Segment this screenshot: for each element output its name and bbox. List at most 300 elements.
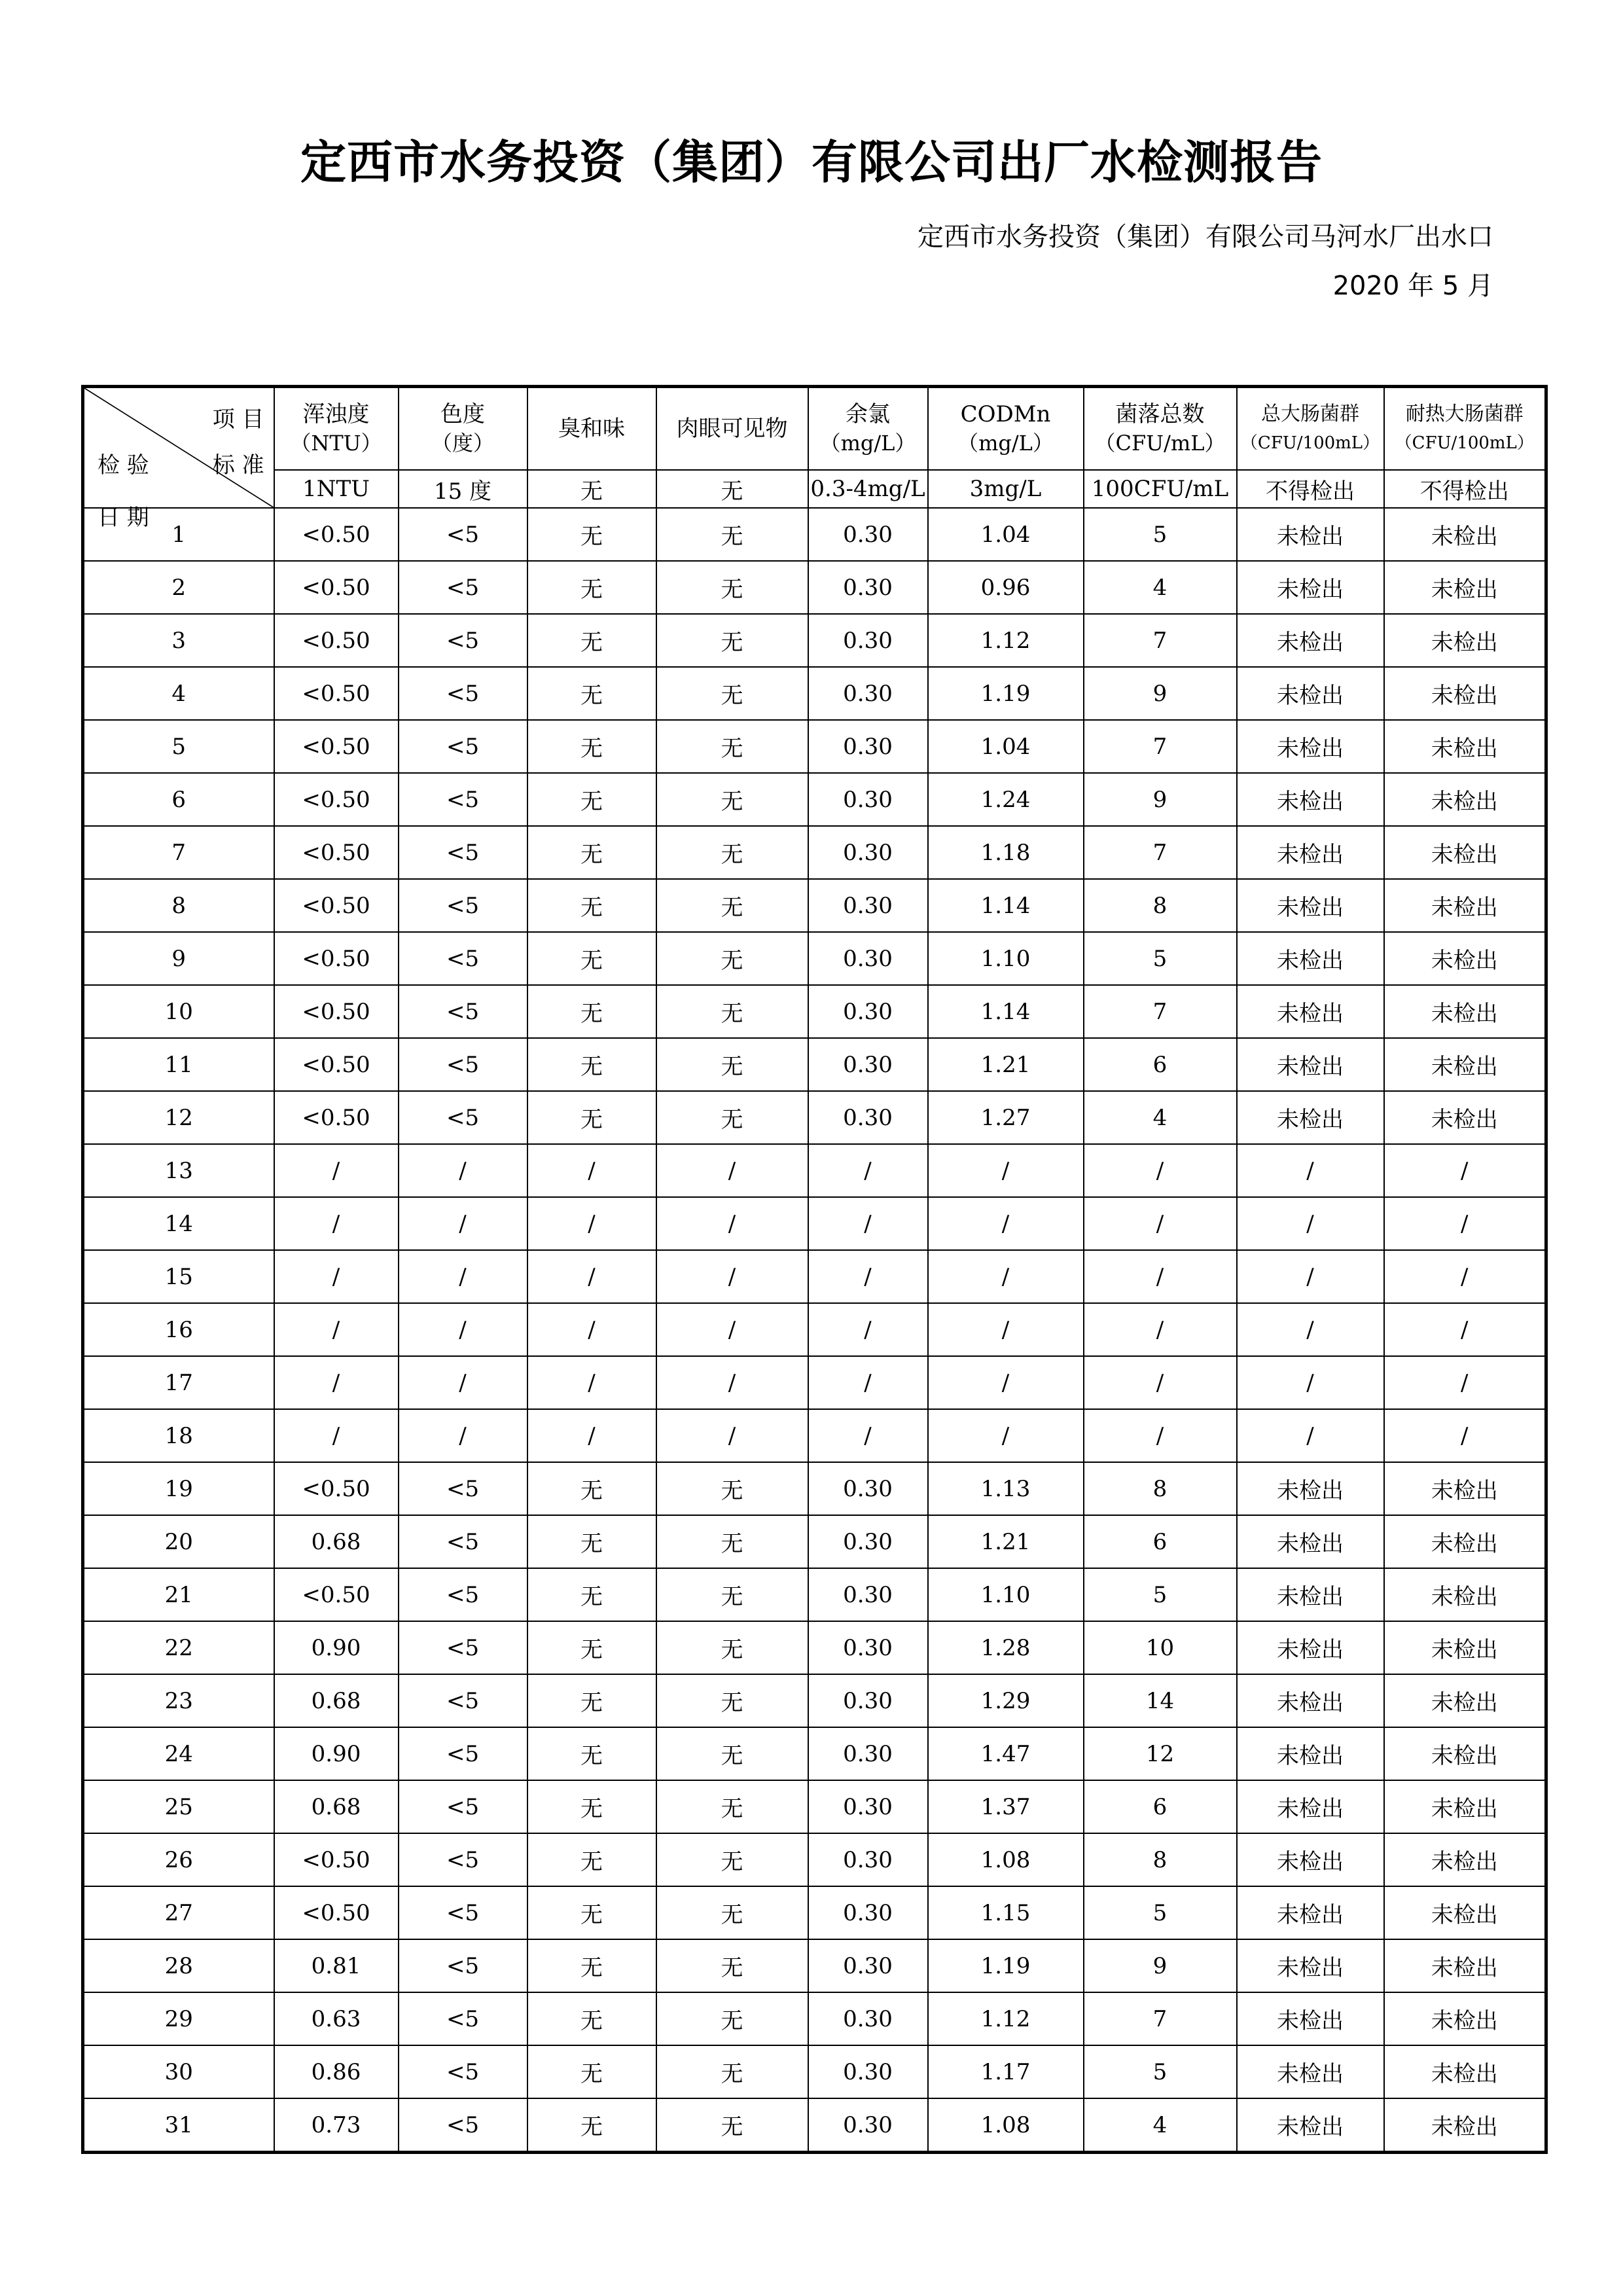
value-cell: / [928, 1356, 1084, 1409]
value-cell: 未检出 [1384, 720, 1546, 773]
value-cell: / [928, 1409, 1084, 1462]
value-cell: 无 [656, 1621, 808, 1674]
column-header-name: 总大肠菌群 [1261, 403, 1359, 425]
value-cell: 7 [1084, 985, 1237, 1038]
value-cell: 6 [1084, 1515, 1237, 1568]
value-cell: 12 [1084, 1727, 1237, 1780]
value-cell: / [656, 1409, 808, 1462]
value-cell: 未检出 [1237, 1038, 1384, 1091]
column-header-unit: （度） [431, 431, 494, 456]
column-header-name: 臭和味 [558, 416, 625, 442]
report-subtitle: 定西市水务投资（集团）有限公司马河水厂出水口 [918, 222, 1493, 252]
value-cell: 未检出 [1237, 561, 1384, 614]
value-cell: 5 [1084, 1568, 1237, 1621]
value-cell: 9 [1084, 1939, 1237, 1992]
value-cell: 1.27 [928, 1091, 1084, 1144]
table-row [83, 1038, 1546, 1091]
value-cell: <0.50 [274, 561, 399, 614]
value-cell: / [274, 1144, 399, 1197]
table-row [83, 879, 1546, 932]
value-cell: 无 [527, 826, 656, 879]
table-row [83, 508, 1546, 561]
value-cell: 未检出 [1384, 614, 1546, 667]
day-cell: 20 [83, 1515, 274, 1568]
value-cell: 未检出 [1384, 773, 1546, 826]
value-cell: 5 [1084, 1886, 1237, 1939]
value-cell: <5 [399, 1621, 527, 1674]
date-year: 2020 [1332, 271, 1400, 301]
value-cell: / [928, 1250, 1084, 1303]
value-cell: 1.04 [928, 508, 1084, 561]
corner-item-label: 项 目 [212, 406, 264, 433]
value-cell: / [656, 1250, 808, 1303]
column-standard: 不得检出 [1237, 470, 1384, 508]
value-cell: 0.30 [808, 932, 928, 985]
column-header [274, 387, 399, 471]
column-standard: 15 度 [399, 470, 527, 508]
column-header-name: 菌落总数 [1115, 401, 1205, 427]
value-cell: 8 [1084, 1833, 1237, 1886]
value-cell: 无 [527, 2098, 656, 2153]
value-cell: <5 [399, 826, 527, 879]
value-cell: / [1237, 1197, 1384, 1250]
value-cell: 0.30 [808, 1038, 928, 1091]
value-cell: 未检出 [1237, 720, 1384, 773]
day-cell: 16 [83, 1303, 274, 1356]
value-cell: / [399, 1409, 527, 1462]
table-row [83, 826, 1546, 879]
value-cell: 1.04 [928, 720, 1084, 773]
value-cell: 未检出 [1237, 1886, 1384, 1939]
value-cell: / [1384, 1409, 1546, 1462]
day-cell: 7 [83, 826, 274, 879]
value-cell: 未检出 [1237, 1833, 1384, 1886]
value-cell: 未检出 [1237, 932, 1384, 985]
value-cell: 无 [656, 561, 808, 614]
header-row [83, 387, 1546, 471]
value-cell: / [928, 1197, 1084, 1250]
value-cell: 无 [656, 773, 808, 826]
day-cell: 19 [83, 1462, 274, 1515]
value-cell: 7 [1084, 614, 1237, 667]
value-cell: 无 [527, 667, 656, 720]
day-cell: 28 [83, 1939, 274, 1992]
value-cell: / [1084, 1409, 1237, 1462]
value-cell: 无 [527, 1674, 656, 1727]
value-cell: / [527, 1409, 656, 1462]
value-cell: 无 [656, 1833, 808, 1886]
column-header [399, 387, 527, 471]
value-cell: 未检出 [1237, 2098, 1384, 2153]
day-cell: 27 [83, 1886, 274, 1939]
column-standard: 无 [527, 470, 656, 508]
column-header [928, 387, 1084, 471]
value-cell: / [808, 1303, 928, 1356]
corner-day-label: 日 期 [98, 505, 149, 531]
date-month-unit: 月 [1467, 271, 1493, 301]
column-header [1084, 387, 1237, 471]
day-cell: 29 [83, 1992, 274, 2045]
day-cell: 30 [83, 2045, 274, 2098]
value-cell: 0.68 [274, 1780, 399, 1833]
value-cell: 未检出 [1384, 1886, 1546, 1939]
value-cell: / [399, 1197, 527, 1250]
value-cell: / [1384, 1250, 1546, 1303]
column-header-name: 色度 [440, 401, 485, 427]
standard-row [83, 470, 1546, 508]
column-header-unit: （CFU/100mL） [1240, 433, 1380, 453]
value-cell: 未检出 [1237, 614, 1384, 667]
value-cell: 未检出 [1384, 1515, 1546, 1568]
value-cell: 未检出 [1237, 879, 1384, 932]
value-cell: 无 [527, 1992, 656, 2045]
value-cell: 0.30 [808, 1992, 928, 2045]
day-cell: 22 [83, 1621, 274, 1674]
table-row [83, 1356, 1546, 1409]
value-cell: 未检出 [1237, 2045, 1384, 2098]
value-cell: 0.81 [274, 1939, 399, 1992]
value-cell: <5 [399, 614, 527, 667]
value-cell: 7 [1084, 826, 1237, 879]
column-standard: 0.3-4mg/L [808, 470, 928, 508]
value-cell: / [274, 1409, 399, 1462]
value-cell: 0.30 [808, 2098, 928, 2153]
value-cell: / [399, 1144, 527, 1197]
value-cell: 0.30 [808, 985, 928, 1038]
column-standard: 不得检出 [1384, 470, 1546, 508]
day-cell: 15 [83, 1250, 274, 1303]
value-cell: 未检出 [1384, 932, 1546, 985]
value-cell: 0.30 [808, 667, 928, 720]
value-cell: 0.30 [808, 720, 928, 773]
day-cell: 23 [83, 1674, 274, 1727]
value-cell: 无 [656, 1462, 808, 1515]
value-cell: <0.50 [274, 1886, 399, 1939]
value-cell: / [399, 1250, 527, 1303]
value-cell: 0.30 [808, 1621, 928, 1674]
value-cell: 无 [656, 1992, 808, 2045]
column-header-unit: （mg/L） [819, 431, 916, 456]
value-cell: <5 [399, 1515, 527, 1568]
value-cell: 无 [527, 508, 656, 561]
value-cell: 0.90 [274, 1727, 399, 1780]
value-cell: 1.14 [928, 879, 1084, 932]
value-cell: 无 [656, 614, 808, 667]
column-header-name: 浑浊度 [302, 401, 370, 427]
day-cell: 14 [83, 1197, 274, 1250]
value-cell: 无 [656, 508, 808, 561]
value-cell: 0.68 [274, 1674, 399, 1727]
value-cell: 未检出 [1384, 1621, 1546, 1674]
value-cell: 0.30 [808, 773, 928, 826]
value-cell: <5 [399, 1091, 527, 1144]
report-date [1333, 265, 1493, 302]
value-cell: 无 [656, 879, 808, 932]
column-header [1384, 387, 1546, 471]
value-cell: <5 [399, 2045, 527, 2098]
day-cell: 2 [83, 561, 274, 614]
value-cell: <5 [399, 1727, 527, 1780]
value-cell: <0.50 [274, 1038, 399, 1091]
value-cell: 无 [527, 1939, 656, 1992]
value-cell: / [1084, 1250, 1237, 1303]
value-cell: <5 [399, 508, 527, 561]
value-cell: 0.30 [808, 826, 928, 879]
table-row [83, 1621, 1546, 1674]
value-cell: / [928, 1303, 1084, 1356]
value-cell: 无 [527, 932, 656, 985]
value-cell: 0.68 [274, 1515, 399, 1568]
value-cell: 1.10 [928, 1568, 1084, 1621]
value-cell: <0.50 [274, 985, 399, 1038]
value-cell: / [527, 1303, 656, 1356]
value-cell: 无 [527, 1833, 656, 1886]
value-cell: 无 [656, 667, 808, 720]
value-cell: / [1237, 1409, 1384, 1462]
column-header [1237, 387, 1384, 471]
value-cell: 无 [527, 614, 656, 667]
value-cell: 1.14 [928, 985, 1084, 1038]
value-cell: / [808, 1356, 928, 1409]
value-cell: 未检出 [1237, 985, 1384, 1038]
value-cell: 9 [1084, 667, 1237, 720]
value-cell: 1.15 [928, 1886, 1084, 1939]
value-cell: 8 [1084, 879, 1237, 932]
column-header [656, 387, 808, 471]
value-cell: / [1084, 1144, 1237, 1197]
value-cell: <5 [399, 1568, 527, 1621]
value-cell: / [527, 1250, 656, 1303]
corner-inspect-label: 检 验 [98, 452, 149, 478]
value-cell: <0.50 [274, 1091, 399, 1144]
day-cell: 4 [83, 667, 274, 720]
value-cell: 未检出 [1384, 2045, 1546, 2098]
value-cell: 未检出 [1384, 1568, 1546, 1621]
value-cell: 未检出 [1384, 561, 1546, 614]
table-row [83, 2045, 1546, 2098]
table-row [83, 614, 1546, 667]
column-header-unit: （CFU/100mL） [1395, 433, 1534, 453]
value-cell: / [527, 1144, 656, 1197]
value-cell: / [274, 1303, 399, 1356]
value-cell: 无 [527, 561, 656, 614]
value-cell: 无 [656, 1091, 808, 1144]
value-cell: 无 [656, 1886, 808, 1939]
column-header-unit: （CFU/mL） [1094, 431, 1226, 456]
value-cell: <0.50 [274, 1833, 399, 1886]
report-title: 定西市水务投资（集团）有限公司出厂水检测报告 [300, 135, 1323, 189]
day-cell: 8 [83, 879, 274, 932]
table-row [83, 1409, 1546, 1462]
table-body [83, 508, 1546, 2153]
value-cell: <0.50 [274, 720, 399, 773]
value-cell: 无 [656, 1568, 808, 1621]
value-cell: 未检出 [1384, 1939, 1546, 1992]
value-cell: 1.08 [928, 1833, 1084, 1886]
date-month: 5 [1442, 271, 1459, 301]
value-cell: <5 [399, 1038, 527, 1091]
value-cell: <5 [399, 2098, 527, 2153]
value-cell: 未检出 [1237, 1674, 1384, 1727]
report-table [81, 385, 1548, 2154]
day-cell: 25 [83, 1780, 274, 1833]
value-cell: / [808, 1409, 928, 1462]
column-header-name: 耐热大肠菌群 [1405, 403, 1524, 425]
table-row [83, 932, 1546, 985]
column-standard: 1NTU [274, 470, 399, 508]
value-cell: 0.30 [808, 1939, 928, 1992]
column-standard: 100CFU/mL [1084, 470, 1237, 508]
value-cell: <0.50 [274, 773, 399, 826]
value-cell: 无 [656, 1038, 808, 1091]
value-cell: 5 [1084, 508, 1237, 561]
value-cell: / [1084, 1303, 1237, 1356]
column-header-name: 肉眼可见物 [676, 416, 788, 442]
value-cell: <5 [399, 879, 527, 932]
table-row [83, 720, 1546, 773]
table-row [83, 1303, 1546, 1356]
value-cell: 8 [1084, 1462, 1237, 1515]
value-cell: <0.50 [274, 932, 399, 985]
value-cell: 无 [527, 773, 656, 826]
value-cell: 无 [527, 720, 656, 773]
value-cell: 未检出 [1384, 1674, 1546, 1727]
value-cell: <5 [399, 720, 527, 773]
value-cell: 0.30 [808, 2045, 928, 2098]
value-cell: <0.50 [274, 879, 399, 932]
value-cell: 无 [527, 1727, 656, 1780]
value-cell: 1.19 [928, 667, 1084, 720]
value-cell: 1.08 [928, 2098, 1084, 2153]
value-cell: / [1237, 1303, 1384, 1356]
value-cell: 无 [527, 1038, 656, 1091]
value-cell: 无 [527, 879, 656, 932]
value-cell: 0.90 [274, 1621, 399, 1674]
value-cell: 未检出 [1237, 1515, 1384, 1568]
value-cell: 未检出 [1237, 1780, 1384, 1833]
column-header [808, 387, 928, 471]
value-cell: 0.30 [808, 508, 928, 561]
table-row [83, 1144, 1546, 1197]
table-row [83, 1462, 1546, 1515]
value-cell: 0.30 [808, 1674, 928, 1727]
value-cell: 9 [1084, 773, 1237, 826]
value-cell: 5 [1084, 932, 1237, 985]
value-cell: 1.19 [928, 1939, 1084, 1992]
column-standard: 3mg/L [928, 470, 1084, 508]
value-cell: 无 [527, 1886, 656, 1939]
value-cell: 4 [1084, 2098, 1237, 2153]
value-cell: <5 [399, 1780, 527, 1833]
value-cell: 无 [656, 2098, 808, 2153]
value-cell: <0.50 [274, 614, 399, 667]
value-cell: 5 [1084, 2045, 1237, 2098]
value-cell: 1.18 [928, 826, 1084, 879]
value-cell: / [399, 1356, 527, 1409]
value-cell: 0.86 [274, 2045, 399, 2098]
value-cell: <5 [399, 985, 527, 1038]
value-cell: / [1084, 1197, 1237, 1250]
value-cell: 无 [527, 1621, 656, 1674]
value-cell: / [656, 1303, 808, 1356]
value-cell: 未检出 [1237, 1727, 1384, 1780]
column-header-name: CODMn [960, 401, 1051, 427]
value-cell: / [928, 1144, 1084, 1197]
day-cell: 9 [83, 932, 274, 985]
column-header [527, 387, 656, 471]
value-cell: <5 [399, 1833, 527, 1886]
value-cell: 1.21 [928, 1038, 1084, 1091]
corner-standard-label: 标 准 [212, 452, 264, 478]
value-cell: 0.63 [274, 1992, 399, 2045]
value-cell: 无 [656, 1515, 808, 1568]
value-cell: 未检出 [1384, 667, 1546, 720]
value-cell: 1.12 [928, 614, 1084, 667]
value-cell: <5 [399, 561, 527, 614]
value-cell: 0.30 [808, 1780, 928, 1833]
value-cell: / [274, 1197, 399, 1250]
day-cell: 1 [83, 508, 274, 561]
value-cell: / [274, 1250, 399, 1303]
value-cell: 1.12 [928, 1992, 1084, 2045]
value-cell: <0.50 [274, 508, 399, 561]
table-row [83, 773, 1546, 826]
value-cell: 6 [1084, 1780, 1237, 1833]
value-cell: 0.73 [274, 2098, 399, 2153]
value-cell: <0.50 [274, 826, 399, 879]
table-row [83, 1939, 1546, 1992]
value-cell: / [656, 1144, 808, 1197]
value-cell: / [1237, 1144, 1384, 1197]
value-cell: 无 [656, 932, 808, 985]
value-cell: 无 [527, 1568, 656, 1621]
value-cell: 14 [1084, 1674, 1237, 1727]
value-cell: 无 [527, 985, 656, 1038]
value-cell: 未检出 [1237, 1939, 1384, 1992]
value-cell: 未检出 [1237, 1568, 1384, 1621]
day-cell: 31 [83, 2098, 274, 2153]
value-cell: 未检出 [1384, 1780, 1546, 1833]
value-cell: 未检出 [1384, 1038, 1546, 1091]
value-cell: 无 [527, 1091, 656, 1144]
value-cell: / [527, 1356, 656, 1409]
value-cell: 无 [527, 2045, 656, 2098]
day-cell: 24 [83, 1727, 274, 1780]
value-cell: 4 [1084, 561, 1237, 614]
value-cell: 0.30 [808, 561, 928, 614]
value-cell: 未检出 [1384, 1833, 1546, 1886]
value-cell: 未检出 [1384, 826, 1546, 879]
value-cell: <5 [399, 1674, 527, 1727]
value-cell: <5 [399, 1886, 527, 1939]
value-cell: 未检出 [1237, 1621, 1384, 1674]
table-row [83, 1833, 1546, 1886]
value-cell: 无 [656, 2045, 808, 2098]
value-cell: 未检出 [1237, 1992, 1384, 2045]
value-cell: <5 [399, 1462, 527, 1515]
value-cell: 未检出 [1384, 1091, 1546, 1144]
value-cell: 0.30 [808, 1515, 928, 1568]
value-cell: 无 [656, 1780, 808, 1833]
value-cell: / [1237, 1250, 1384, 1303]
day-cell: 17 [83, 1356, 274, 1409]
value-cell: / [1384, 1197, 1546, 1250]
table-row [83, 2098, 1546, 2153]
table-row [83, 1727, 1546, 1780]
value-cell: <5 [399, 773, 527, 826]
value-cell: 未检出 [1237, 667, 1384, 720]
value-cell: <5 [399, 1992, 527, 2045]
